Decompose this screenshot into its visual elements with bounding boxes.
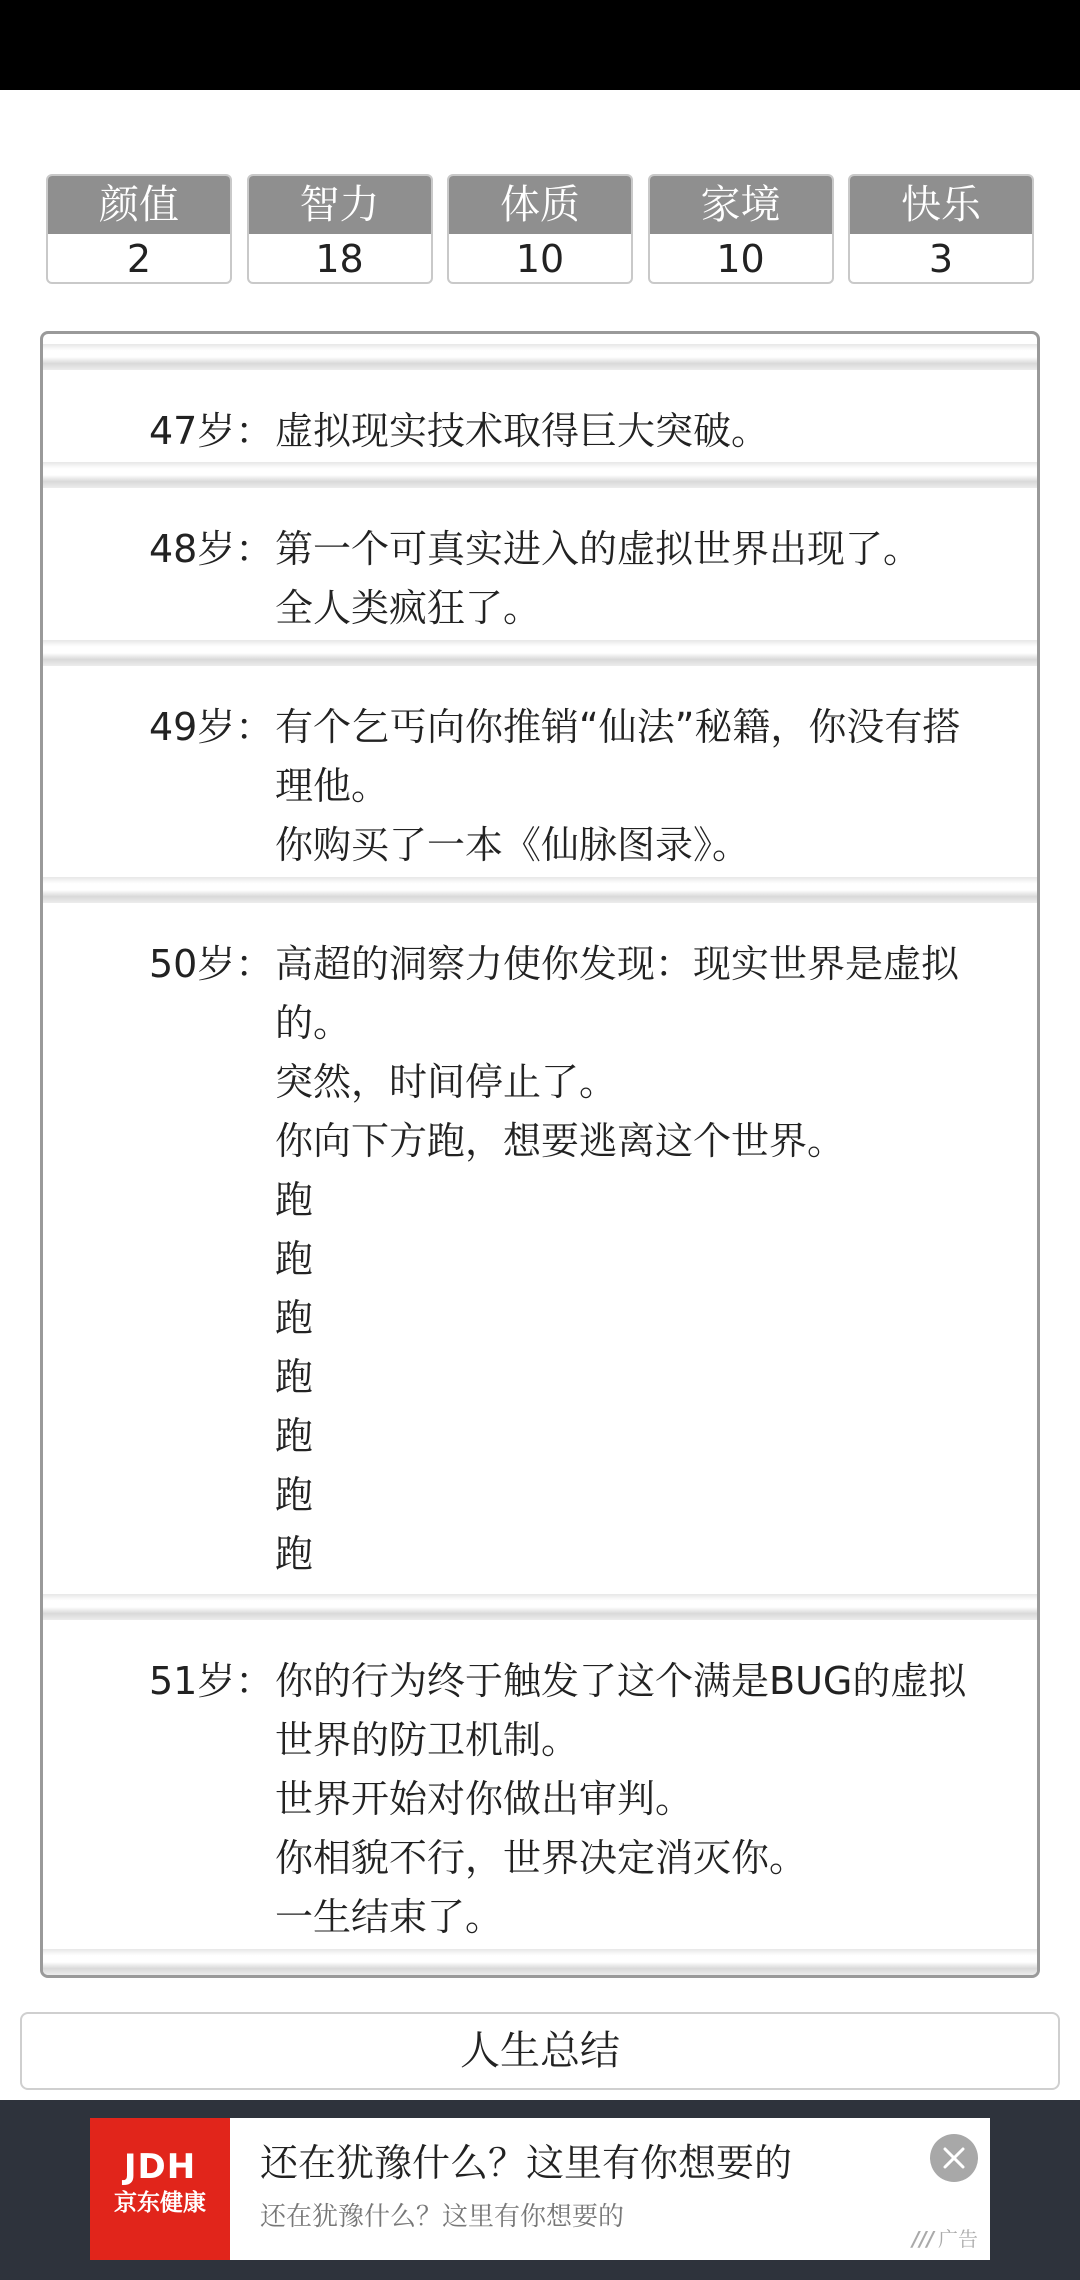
entry-age: 50岁：	[149, 942, 274, 986]
entry-line: 突然，时间停止了。	[275, 1060, 618, 1104]
ad-subtitle: 还在犹豫什么？这里有你想要的	[260, 2202, 625, 2232]
entry-line: 虚拟现实技术取得巨大突破。	[275, 409, 770, 453]
stat-intelligence	[247, 174, 433, 284]
entry-divider	[43, 1594, 1037, 1620]
entry-line: 一生结束了。	[275, 1895, 504, 1939]
entry-line: 理他。	[275, 764, 390, 808]
attribute-stats	[46, 174, 1034, 286]
stat-appearance	[46, 174, 232, 284]
entry-line: 你的行为终于触发了这个满是BUG的虚拟	[275, 1659, 967, 1703]
entry-line: 世界的防卫机制。	[275, 1718, 580, 1762]
entry-divider	[43, 462, 1037, 488]
close-icon[interactable]	[930, 2134, 978, 2182]
stat-value: 2	[126, 237, 152, 281]
close-icon-glyph	[930, 2134, 978, 2182]
entry-line: 跑	[275, 1178, 314, 1222]
stat-label: 智力	[249, 176, 431, 234]
stat-value: 10	[716, 237, 765, 281]
life-log-panel[interactable]	[40, 331, 1040, 1978]
entry-line: 高超的洞察力使你发现：现实世界是虚拟	[275, 942, 960, 986]
entry-divider	[43, 1949, 1037, 1975]
entry-line: 跑	[275, 1414, 314, 1458]
entry-line: 你向下方跑，想要逃离这个世界。	[275, 1119, 846, 1163]
entry-text	[275, 402, 1015, 461]
ad-logo-text: JDH	[123, 2147, 197, 2187]
life-summary-button[interactable]: 人生总结	[20, 2012, 1060, 2090]
entry-age: 51岁：	[149, 1659, 274, 1703]
entry-text	[275, 698, 1015, 875]
ad-banner-area	[0, 2100, 1080, 2280]
entry-text	[275, 520, 1015, 638]
ad-badge	[912, 2226, 978, 2252]
stat-value: 10	[515, 237, 565, 281]
entry-line: 你购买了一本《仙脉图录》。	[275, 823, 751, 867]
ad-badge-label: 广告	[938, 2227, 978, 2251]
entry-line: 跑	[275, 1296, 314, 1340]
jdh-logo	[90, 2118, 230, 2260]
stat-value: 3	[928, 237, 954, 281]
stat-label: 家境	[650, 176, 832, 234]
entry-line: 跑	[275, 1473, 314, 1517]
stat-value: 18	[315, 237, 364, 281]
status-bar	[0, 0, 1080, 90]
stat-label: 体质	[449, 176, 631, 234]
entry-line: 有个乞丐向你推销“仙法”秘籍，你没有搭	[275, 705, 961, 749]
entry-text	[275, 935, 1015, 1584]
stat-label: 快乐	[850, 176, 1032, 234]
ad-mark-icon: ///	[912, 2227, 934, 2251]
entry-line: 第一个可真实进入的虚拟世界出现了。	[275, 527, 922, 571]
entry-text	[275, 1652, 1015, 1947]
entry-line: 世界开始对你做出审判。	[275, 1777, 694, 1821]
entry-divider	[43, 640, 1037, 666]
entry-line: 跑	[275, 1355, 314, 1399]
entry-line: 的。	[275, 1001, 352, 1045]
ad-card[interactable]	[90, 2118, 990, 2260]
entry-age: 48岁：	[149, 527, 274, 571]
stat-family	[648, 174, 834, 284]
ad-title: 还在犹豫什么？这里有你想要的	[260, 2141, 793, 2185]
stat-happiness	[848, 174, 1034, 284]
entry-line: 你相貌不行，世界决定消灭你。	[275, 1836, 808, 1880]
entry-line: 跑	[275, 1237, 314, 1281]
stat-constitution	[447, 174, 633, 284]
entry-age: 49岁：	[149, 705, 274, 749]
stat-label: 颜值	[48, 176, 230, 234]
ad-logo-subtext: 京东健康	[114, 2190, 206, 2216]
entry-divider	[43, 877, 1037, 903]
entry-line: 跑	[275, 1532, 314, 1576]
entry-divider	[43, 344, 1037, 370]
entry-age: 47岁：	[149, 409, 274, 453]
entry-line: 全人类疯狂了。	[275, 586, 542, 630]
